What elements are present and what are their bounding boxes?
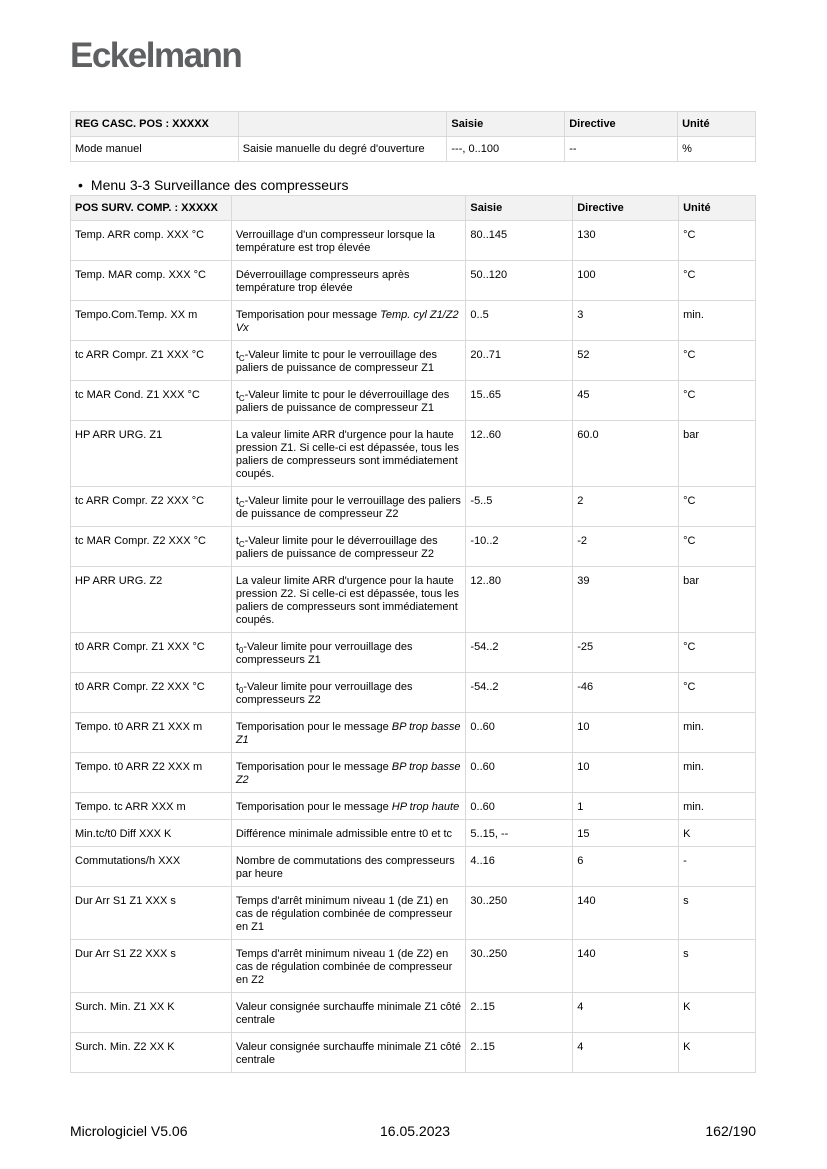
header-cell: REG CASC. POS : XXXXX xyxy=(71,112,239,137)
param-cell: Commutations/h XXX xyxy=(71,847,232,887)
param-cell: Dur Arr S1 Z2 XXX s xyxy=(71,940,232,993)
range-cell: 12..60 xyxy=(466,421,573,487)
default-cell: -- xyxy=(565,137,678,162)
range-cell: 0..60 xyxy=(466,713,573,753)
param-cell: Dur Arr S1 Z1 XXX s xyxy=(71,887,232,940)
unit-cell: °C xyxy=(679,381,756,421)
description-cell: Valeur consignée surchauffe minimale Z1 côté centrale xyxy=(231,1033,466,1073)
default-cell: 60.0 xyxy=(573,421,679,487)
description-cell: La valeur limite ARR d'urgence pour la haute pression Z1. Si celle-ci est dépassée, tous les paliers de compresseurs sont immédiatement coupés. xyxy=(231,421,466,487)
default-cell: 39 xyxy=(573,567,679,633)
table-row xyxy=(71,221,756,261)
default-cell: 52 xyxy=(573,341,679,381)
description-cell: Différence minimale admissible entre t0 et tc xyxy=(231,820,466,847)
unit-cell: bar xyxy=(679,567,756,633)
param-cell: Tempo. t0 ARR Z1 XXX m xyxy=(71,713,232,753)
param-cell: tc MAR Compr. Z2 XXX °C xyxy=(71,527,232,567)
range-cell: 30..250 xyxy=(466,940,573,993)
unit-cell: K xyxy=(679,820,756,847)
table-row xyxy=(71,527,756,567)
param-cell: t0 ARR Compr. Z2 XXX °C xyxy=(71,673,232,713)
table-row xyxy=(71,993,756,1033)
description-cell: Temporisation pour le message BP trop basse Z1 xyxy=(231,713,466,753)
table-row xyxy=(71,381,756,421)
unit-cell: min. xyxy=(679,793,756,820)
surv-comp-table xyxy=(70,195,756,1073)
range-cell: 0..60 xyxy=(466,793,573,820)
table-row xyxy=(71,753,756,793)
unit-cell: min. xyxy=(679,301,756,341)
param-cell: HP ARR URG. Z1 xyxy=(71,421,232,487)
unit-cell: % xyxy=(678,137,756,162)
description-cell: Temporisation pour message Temp. cyl Z1/Z2 Vx xyxy=(231,301,466,341)
header-cell xyxy=(231,196,466,221)
footer-firmware: Micrologiciel V5.06 xyxy=(70,1123,188,1139)
range-cell: 15..65 xyxy=(466,381,573,421)
description-cell: Temporisation pour le message BP trop basse Z2 xyxy=(231,753,466,793)
default-cell: 4 xyxy=(573,993,679,1033)
table-row xyxy=(71,421,756,487)
param-cell: Temp. MAR comp. XXX °C xyxy=(71,261,232,301)
param-cell: HP ARR URG. Z2 xyxy=(71,567,232,633)
default-cell: 100 xyxy=(573,261,679,301)
default-cell: 140 xyxy=(573,887,679,940)
table-header-row xyxy=(71,112,756,137)
param-cell: Mode manuel xyxy=(71,137,239,162)
range-cell: 2..15 xyxy=(466,993,573,1033)
description-cell: Déverrouillage compresseurs après température trop élevée xyxy=(231,261,466,301)
default-cell: 3 xyxy=(573,301,679,341)
header-cell: Directive xyxy=(565,112,678,137)
default-cell: 10 xyxy=(573,713,679,753)
table-row xyxy=(71,341,756,381)
header-cell xyxy=(238,112,447,137)
param-cell: Tempo.Com.Temp. XX m xyxy=(71,301,232,341)
header-cell: Directive xyxy=(573,196,679,221)
default-cell: 1 xyxy=(573,793,679,820)
default-cell: 15 xyxy=(573,820,679,847)
table-row xyxy=(71,633,756,673)
description-cell: $t_C$-Valeur limite pour le verrouillage des paliers de puissance de compresseur Z2 xyxy=(231,487,466,527)
range-cell: -54..2 xyxy=(466,673,573,713)
param-cell: Tempo. tc ARR XXX m xyxy=(71,793,232,820)
header-cell: Saisie xyxy=(466,196,573,221)
default-cell: 2 xyxy=(573,487,679,527)
unit-cell: °C xyxy=(679,487,756,527)
default-cell: -25 xyxy=(573,633,679,673)
param-cell: Min.tc/t0 Diff XXX K xyxy=(71,820,232,847)
table-row xyxy=(71,887,756,940)
unit-cell: °C xyxy=(679,633,756,673)
default-cell: 140 xyxy=(573,940,679,993)
range-cell: 0..5 xyxy=(466,301,573,341)
description-cell: Valeur consignée surchauffe minimale Z1 côté centrale xyxy=(231,993,466,1033)
range-cell: 2..15 xyxy=(466,1033,573,1073)
range-cell: 50..120 xyxy=(466,261,573,301)
section-heading: • Menu 3-3 Surveillance des compresseurs xyxy=(78,177,349,193)
param-cell: Surch. Min. Z2 XX K xyxy=(71,1033,232,1073)
range-cell: -10..2 xyxy=(466,527,573,567)
reg-casc-table xyxy=(70,111,756,162)
default-cell: -46 xyxy=(573,673,679,713)
table-body xyxy=(71,221,756,1073)
unit-cell: °C xyxy=(679,527,756,567)
unit-cell: s xyxy=(679,887,756,940)
param-cell: Surch. Min. Z1 XX K xyxy=(71,993,232,1033)
header-cell: POS SURV. COMP. : XXXXX xyxy=(71,196,232,221)
unit-cell: bar xyxy=(679,421,756,487)
description-cell: La valeur limite ARR d'urgence pour la haute pression Z2. Si celle-ci est dépassée, tous les paliers de compresseurs sont immédiatement coupés. xyxy=(231,567,466,633)
unit-cell: °C xyxy=(679,261,756,301)
description-cell: $t_C$-Valeur limite pour le déverrouillage des paliers de puissance de compresseur Z2 xyxy=(231,527,466,567)
table-header-row xyxy=(71,196,756,221)
description-cell: Temps d'arrêt minimum niveau 1 (de Z2) en cas de régulation combinée de compresseur en Z2 xyxy=(231,940,466,993)
unit-cell: min. xyxy=(679,713,756,753)
table-row xyxy=(71,820,756,847)
table-row xyxy=(71,713,756,753)
param-cell: tc ARR Compr. Z2 XXX °C xyxy=(71,487,232,527)
unit-cell: °C xyxy=(679,221,756,261)
description-cell: $t_0$-Valeur limite pour verrouillage des compresseurs Z1 xyxy=(231,633,466,673)
description-cell: $t_C$-Valeur limite tc pour le verrouillage des paliers de puissance de compresseur Z1 xyxy=(231,341,466,381)
range-cell: 12..80 xyxy=(466,567,573,633)
table-row xyxy=(71,261,756,301)
range-cell: 0..60 xyxy=(466,753,573,793)
param-cell: Tempo. t0 ARR Z2 XXX m xyxy=(71,753,232,793)
header-cell: Saisie xyxy=(447,112,565,137)
footer-date: 16.05.2023 xyxy=(380,1123,451,1139)
range-cell: ---, 0..100 xyxy=(447,137,565,162)
default-cell: 130 xyxy=(573,221,679,261)
unit-cell: - xyxy=(679,847,756,887)
table-row xyxy=(71,137,756,162)
default-cell: 6 xyxy=(573,847,679,887)
table-row xyxy=(71,1033,756,1073)
table-row xyxy=(71,847,756,887)
unit-cell: min. xyxy=(679,753,756,793)
param-cell: Temp. ARR comp. XXX °C xyxy=(71,221,232,261)
table-row xyxy=(71,567,756,633)
range-cell: -5..5 xyxy=(466,487,573,527)
table-row xyxy=(71,673,756,713)
table-row xyxy=(71,487,756,527)
range-cell: 4..16 xyxy=(466,847,573,887)
default-cell: 10 xyxy=(573,753,679,793)
range-cell: 80..145 xyxy=(466,221,573,261)
eckelmann-logo: Eckelmann xyxy=(70,36,242,75)
description-cell: Nombre de commutations des compresseurs par heure xyxy=(231,847,466,887)
description-cell: Verrouillage d'un compresseur lorsque la température est trop élevée xyxy=(231,221,466,261)
param-cell: tc MAR Cond. Z1 XXX °C xyxy=(71,381,232,421)
table-row xyxy=(71,940,756,993)
footer-page-number: 162/190 xyxy=(705,1123,756,1139)
bullet-icon: • xyxy=(78,177,83,193)
param-cell: t0 ARR Compr. Z1 XXX °C xyxy=(71,633,232,673)
description-cell: $t_C$-Valeur limite tc pour le déverrouillage des paliers de puissance de compresseur Z1 xyxy=(231,381,466,421)
range-cell: 30..250 xyxy=(466,887,573,940)
range-cell: 20..71 xyxy=(466,341,573,381)
unit-cell: K xyxy=(679,993,756,1033)
default-cell: -2 xyxy=(573,527,679,567)
table-row xyxy=(71,301,756,341)
description-cell: Saisie manuelle du degré d'ouverture xyxy=(238,137,447,162)
unit-cell: °C xyxy=(679,341,756,381)
param-cell: tc ARR Compr. Z1 XXX °C xyxy=(71,341,232,381)
description-cell: Temporisation pour le message HP trop haute xyxy=(231,793,466,820)
unit-cell: s xyxy=(679,940,756,993)
unit-cell: °C xyxy=(679,673,756,713)
default-cell: 45 xyxy=(573,381,679,421)
description-cell: $t_0$-Valeur limite pour verrouillage des compresseurs Z2 xyxy=(231,673,466,713)
header-cell: Unité xyxy=(678,112,756,137)
table-row xyxy=(71,793,756,820)
range-cell: -54..2 xyxy=(466,633,573,673)
default-cell: 4 xyxy=(573,1033,679,1073)
header-cell: Unité xyxy=(679,196,756,221)
unit-cell: K xyxy=(679,1033,756,1073)
description-cell: Temps d'arrêt minimum niveau 1 (de Z1) en cas de régulation combinée de compresseur en Z1 xyxy=(231,887,466,940)
range-cell: 5..15, -- xyxy=(466,820,573,847)
